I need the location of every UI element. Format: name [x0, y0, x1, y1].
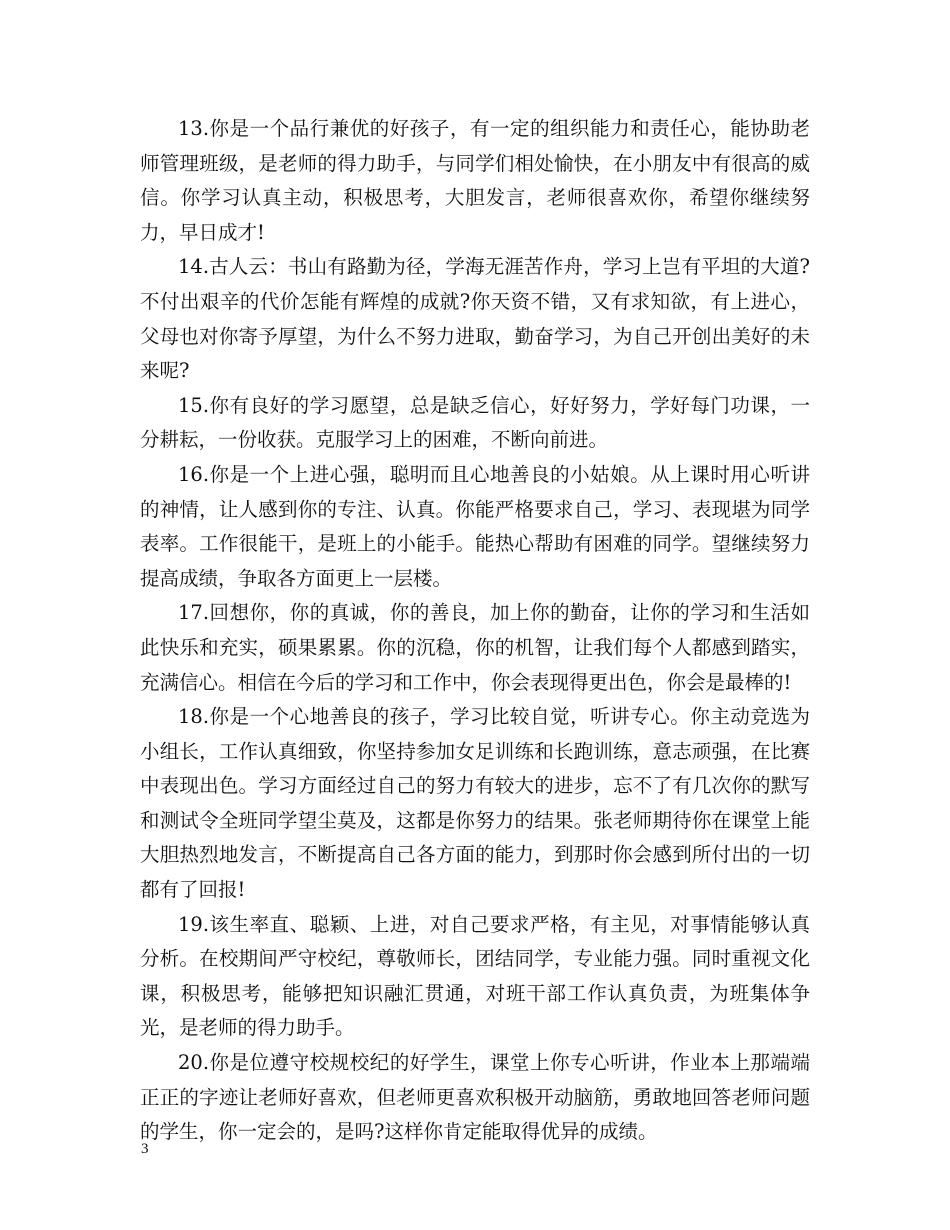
paragraph-15: 15.你有良好的学习愿望，总是缺乏信心，好好努力，学好每门功课，一分耕耘，一份收获。克服学习上的困难，不断向前进。	[140, 393, 810, 452]
document-body	[140, 112, 810, 1150]
paragraph-13: 13.你是一个品行兼优的好孩子，有一定的组织能力和责任心，能协助老师管理班级，是老师的得力助手，与同学们相处愉快，在小朋友中有很高的威信。你学习认真主动，积极思考，大胆发言，老师很喜欢你，希望你继续努力，早日成才!	[140, 117, 810, 244]
paragraph-19: 19.该生率直、聪颖、上进，对自己要求严格，有主见，对事情能够认真分析。在校期间严守校纪，尊敬师长，团结同学，专业能力强。同时重视文化课，积极思考，能够把知识融汇贯通，对班干部工作认真负责，为班集体争光，是老师的得力助手。	[140, 912, 810, 1040]
page-number: 3	[141, 1141, 149, 1157]
paragraph-16: 16.你是一个上进心强，聪明而且心地善良的小姑娘。从上课时用心听讲的神情，让人感到你的专注、认真。你能严格要求自己，学习、表现堪为同学表率。工作很能干，是班上的小能手。能热心帮助有困难的同学。望继续努力提高成绩，争取各方面更上一层楼。	[140, 462, 810, 590]
paragraph-17: 17.回想你，你的真诚，你的善良，加上你的勤奋，让你的学习和生活如此快乐和充实，硕果累累。你的沉稳，你的机智，让我们每个人都感到踏实，充满信心。相信在今后的学习和工作中，你会表现得更出色，你会是最棒的!	[140, 601, 810, 694]
paragraph-14: 14.古人云：书山有路勤为径，学海无涯苦作舟，学习上岂有平坦的大道?不付出艰辛的代价怎能有辉煌的成就?你天资不错，又有求知欲，有上进心，父母也对你寄予厚望，为什么不努力进取，勤奋学习，为自己开创出美好的未来呢?	[140, 255, 810, 383]
paragraph-18: 18.你是一个心地善良的孩子，学习比较自觉，听讲专心。你主动竞选为小组长，工作认真细致，你坚持参加女足训练和长跑训练，意志顽强，在比赛中表现出色。学习方面经过自己的努力有较大的进步，忘不了有几次你的默写和测试令全班同学望尘莫及，这都是你努力的结果。张老师期待你在课堂上能大胆热烈地发言，不断提高自己各方面的能力，到那时你会感到所付出的一切都有了回报!	[140, 705, 810, 902]
paragraph-20: 20.你是位遵守校规校纪的好学生，课堂上你专心听讲，作业本上那端端正正的字迹让老师好喜欢，但老师更喜欢积极开动脑筋，勇敢地回答老师问题的学生，你一定会的，是吗?这样你肯定能取得优异的成绩。	[140, 1051, 810, 1144]
